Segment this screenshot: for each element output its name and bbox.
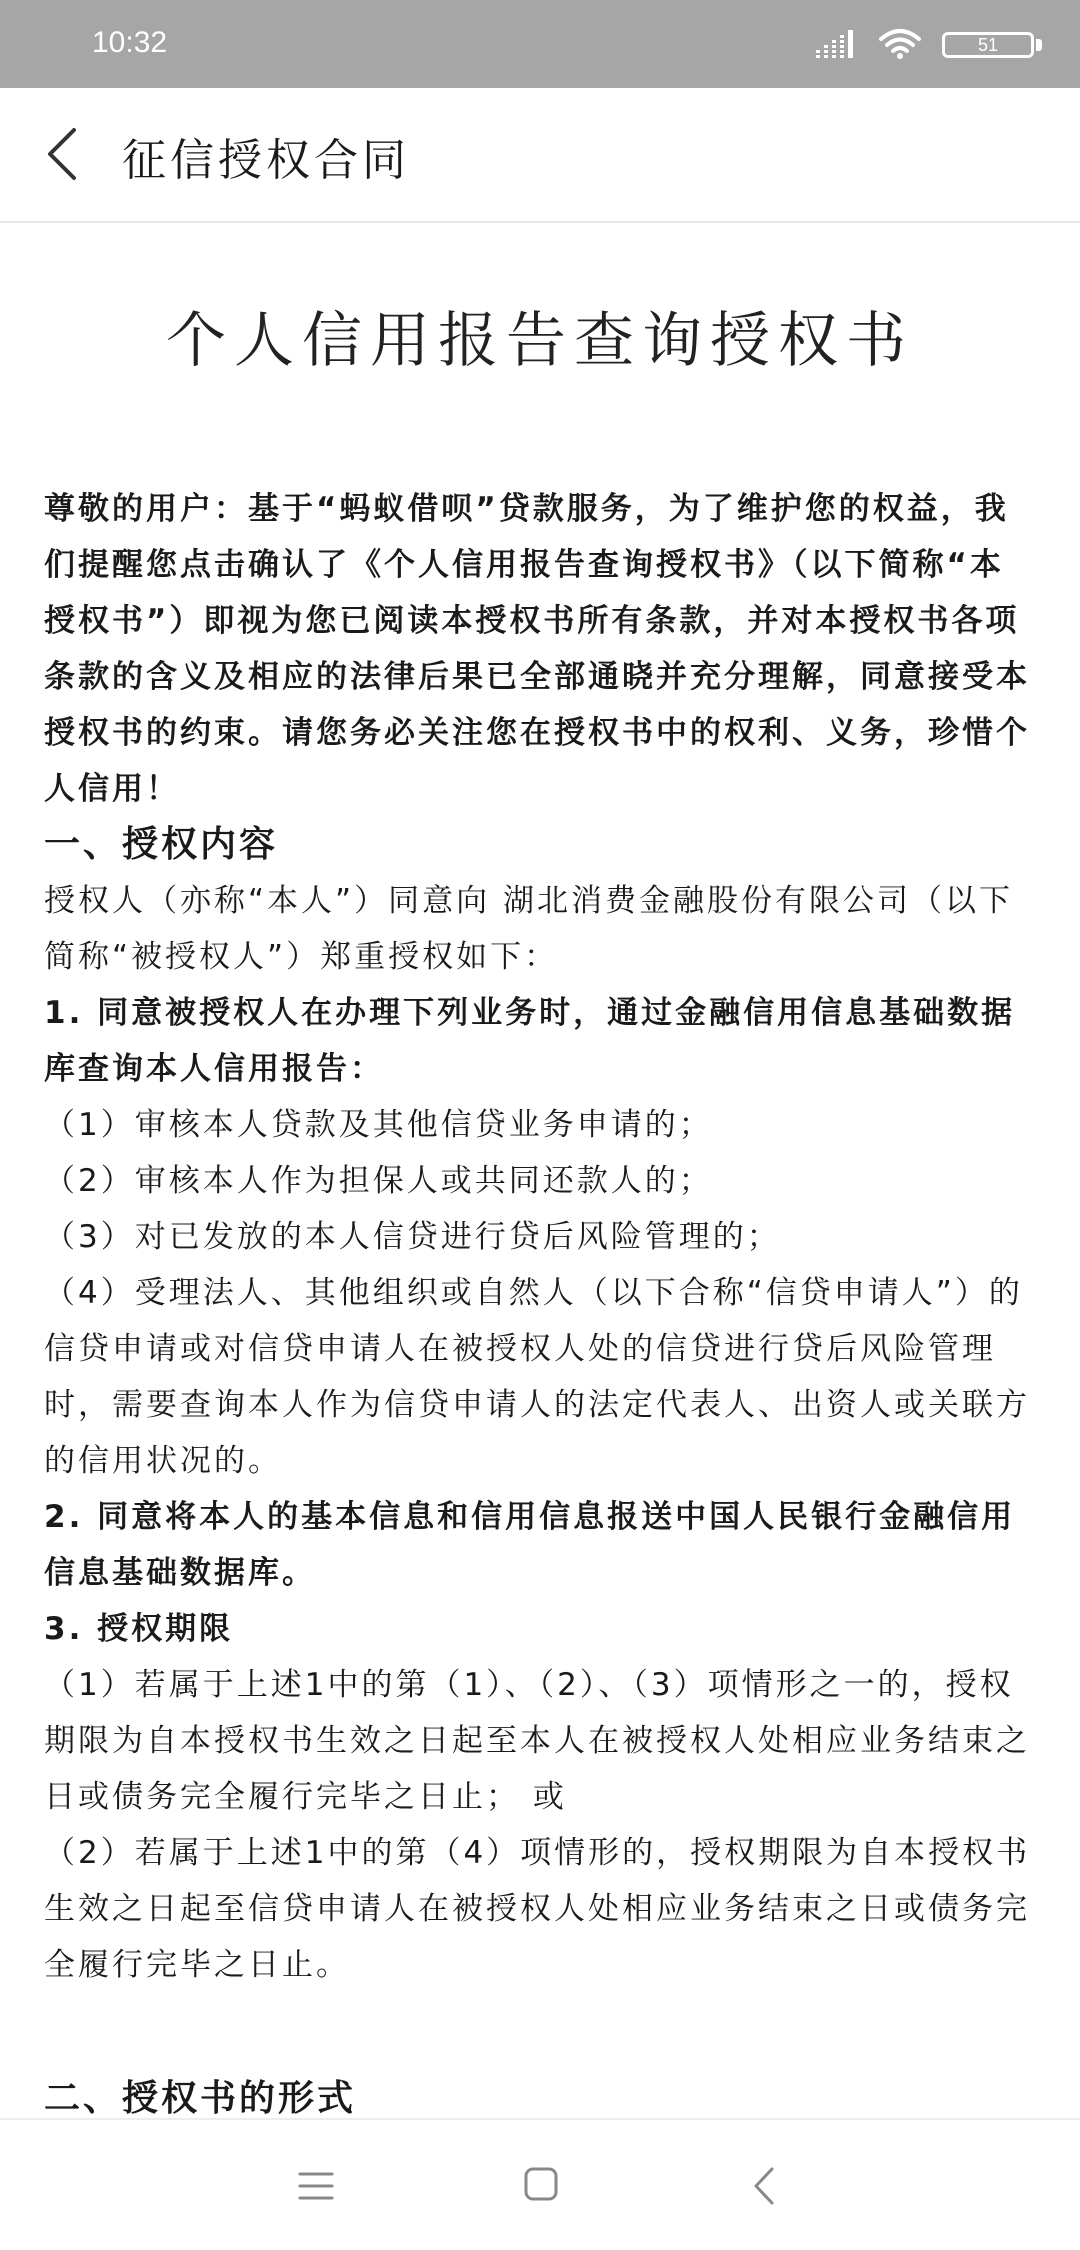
item1-sub2: （2）审核本人作为担保人或共同还款人的；	[44, 1163, 713, 1199]
item1-heading: 1. 同意被授权人在办理下列业务时，通过金融信用信息基础数据库查询本人信用报告：	[44, 995, 1016, 1087]
item1-sub3: （3）对已发放的本人信贷进行贷后风险管理的；	[44, 1219, 781, 1255]
document-scroll-area[interactable]	[0, 223, 1080, 2118]
menu-icon[interactable]	[298, 2168, 334, 2204]
status-time: 10:32	[92, 26, 168, 59]
system-nav-bar	[0, 2118, 1080, 2250]
signal-icon	[816, 30, 860, 60]
status-bar	[0, 0, 1080, 88]
home-icon[interactable]	[524, 2166, 558, 2202]
battery-icon	[942, 32, 1034, 58]
item3-sub2: （2）若属于上述1中的第（4）项情形的，授权期限为自本授权书生效之日起至信贷申请人在被授权人处相应业务结束之日或债务完全履行完毕之日止。	[44, 1835, 1031, 1983]
wifi-icon	[878, 28, 922, 60]
item3-sub1: （1）若属于上述1中的第（1）、（2）、（3）项情形之一的，授权期限为自本授权书生效之日起至本人在被授权人处相应业务结束之日或债务完全履行完毕之日止； 或	[44, 1667, 1030, 1815]
section1-heading: 一、授权内容	[44, 824, 279, 865]
system-back-icon[interactable]	[752, 2166, 776, 2206]
item3-heading: 3. 授权期限	[44, 1611, 234, 1647]
battery-cap	[1036, 39, 1042, 51]
document-body	[44, 481, 1034, 2118]
nav-bar	[0, 88, 1080, 223]
section2-heading: 二、授权书的形式	[44, 2078, 357, 2118]
back-arrow-icon[interactable]	[42, 126, 82, 182]
battery-level: 51	[977, 34, 999, 55]
page-title: 征信授权合同	[122, 135, 410, 186]
item1-sub4: （4）受理法人、其他组织或自然人（以下合称“信贷申请人”）的信贷申请或对信贷申请人在被授权人处的信贷进行贷后风险管理时，需要查询本人作为信贷申请人的法定代表人、出资人或关联方的信用状况的。	[44, 1275, 1030, 1479]
item1-sub1: （1）审核本人贷款及其他信贷业务申请的；	[44, 1107, 713, 1143]
item2-heading: 2. 同意将本人的基本信息和信用信息报送中国人民银行金融信用信息基础数据库。	[44, 1499, 1016, 1591]
spacer	[44, 1993, 1034, 2049]
section1-paragraph: 授权人（亦称“本人”）同意向 湖北消费金融股份有限公司（以下简称“被授权人”）郑重授权如下：	[44, 883, 1013, 975]
document-title: 个人信用报告查询授权书	[166, 306, 914, 376]
intro-paragraph: 尊敬的用户：基于“蚂蚁借呗”贷款服务，为了维护您的权益，我们提醒您点击确认了《个人信用报告查询授权书》（以下简称“本授权书”）即视为您已阅读本授权书所有条款，并对本授权书各项条款的含义及相应的法律后果已全部通晓并充分理解，同意接受本授权书的约束。请您务必关注您在授权书中的权利、义务，珍惜个人信用！	[44, 491, 1030, 807]
